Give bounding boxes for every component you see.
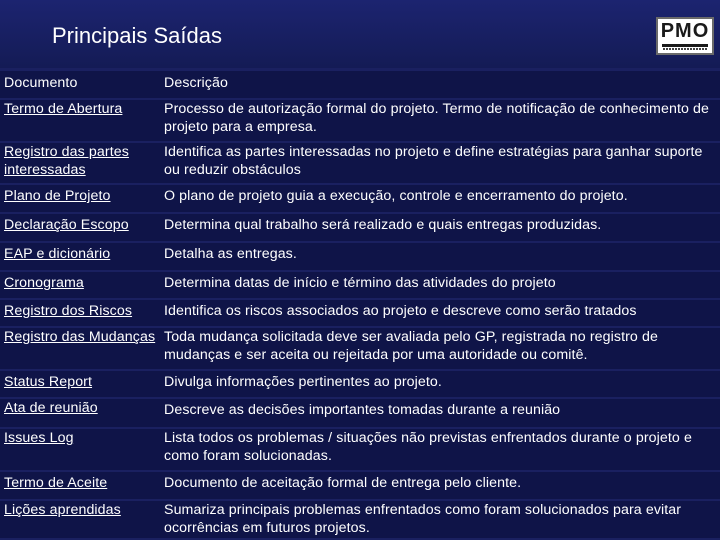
table-row <box>0 185 720 212</box>
description-cell: Toda mudança solicitada deve ser avaliada pelo GP, registrada no registro de mudanças e ser aceita ou rejeitada por uma autoridade ou comitê. <box>160 328 720 369</box>
description-cell: Documento de aceitação formal de entrega pelo cliente. <box>160 472 720 499</box>
table-row <box>0 100 720 141</box>
table-row <box>0 328 720 369</box>
document-link[interactable]: Cronograma <box>0 272 160 298</box>
description-cell: Determina qual trabalho será realizado e quais entregas produzidas. <box>160 214 720 241</box>
pmo-logo-text: PMO <box>660 20 710 42</box>
table-row <box>0 501 720 538</box>
table-row <box>0 399 720 427</box>
table-row <box>0 472 720 499</box>
logo-bar <box>662 44 708 47</box>
table-row <box>0 371 720 397</box>
table-row <box>0 214 720 241</box>
document-link[interactable]: Issues Log <box>0 429 160 470</box>
table-header-row <box>0 71 720 98</box>
description-cell: Processo de autorização formal do projeto. Termo de notificação de conhecimento de projeto para a empresa. <box>160 100 720 141</box>
description-cell: Determina datas de início e término das atividades do projeto <box>160 272 720 298</box>
description-cell: Descreve as decisões importantes tomadas durante a reunião <box>160 399 720 427</box>
description-cell: Divulga informações pertinentes ao projeto. <box>160 371 720 397</box>
table-row <box>0 272 720 298</box>
document-link[interactable]: Declaração Escopo <box>0 214 160 241</box>
description-cell: Sumariza principais problemas enfrentados como foram solucionados para evitar ocorrências em futuros projetos. <box>160 501 720 538</box>
document-link[interactable]: Registro dos Riscos <box>0 300 160 326</box>
table-row <box>0 243 720 270</box>
document-link[interactable]: Ata de reunião <box>0 399 160 427</box>
table-row <box>0 300 720 326</box>
document-link[interactable]: Status Report <box>0 371 160 397</box>
table-row <box>0 429 720 470</box>
slide-title: Principais Saídas <box>52 23 222 48</box>
document-link[interactable]: EAP e dicionário <box>0 243 160 270</box>
header-descricao: Descrição <box>160 71 720 98</box>
document-link[interactable]: Termo de Aceite <box>0 472 160 499</box>
header-documento: Documento <box>0 71 160 98</box>
outputs-table <box>0 69 720 540</box>
table-row <box>0 143 720 183</box>
document-link[interactable]: Plano de Projeto <box>0 185 160 212</box>
document-link[interactable]: Lições aprendidas <box>0 501 160 538</box>
document-link[interactable]: Registro das Mudanças <box>0 328 160 369</box>
document-link[interactable]: Termo de Abertura <box>0 100 160 141</box>
description-cell: O plano de projeto guia a execução, controle e encerramento do projeto. <box>160 185 720 212</box>
description-cell: Lista todos os problemas / situações não previstas enfrentados durante o projeto e como foram solucionadas. <box>160 429 720 470</box>
description-cell: Identifica os riscos associados ao projeto e descreve como serão tratados <box>160 300 720 326</box>
document-link[interactable]: Registro das partes interessadas <box>0 143 160 183</box>
logo-subtext-graphic <box>663 48 707 50</box>
description-cell: Detalha as entregas. <box>160 243 720 270</box>
description-cell: Identifica as partes interessadas no projeto e define estratégias para ganhar suporte ou reduzir obstáculos <box>160 143 720 183</box>
pmo-logo <box>656 17 714 55</box>
slide-header <box>0 0 720 68</box>
